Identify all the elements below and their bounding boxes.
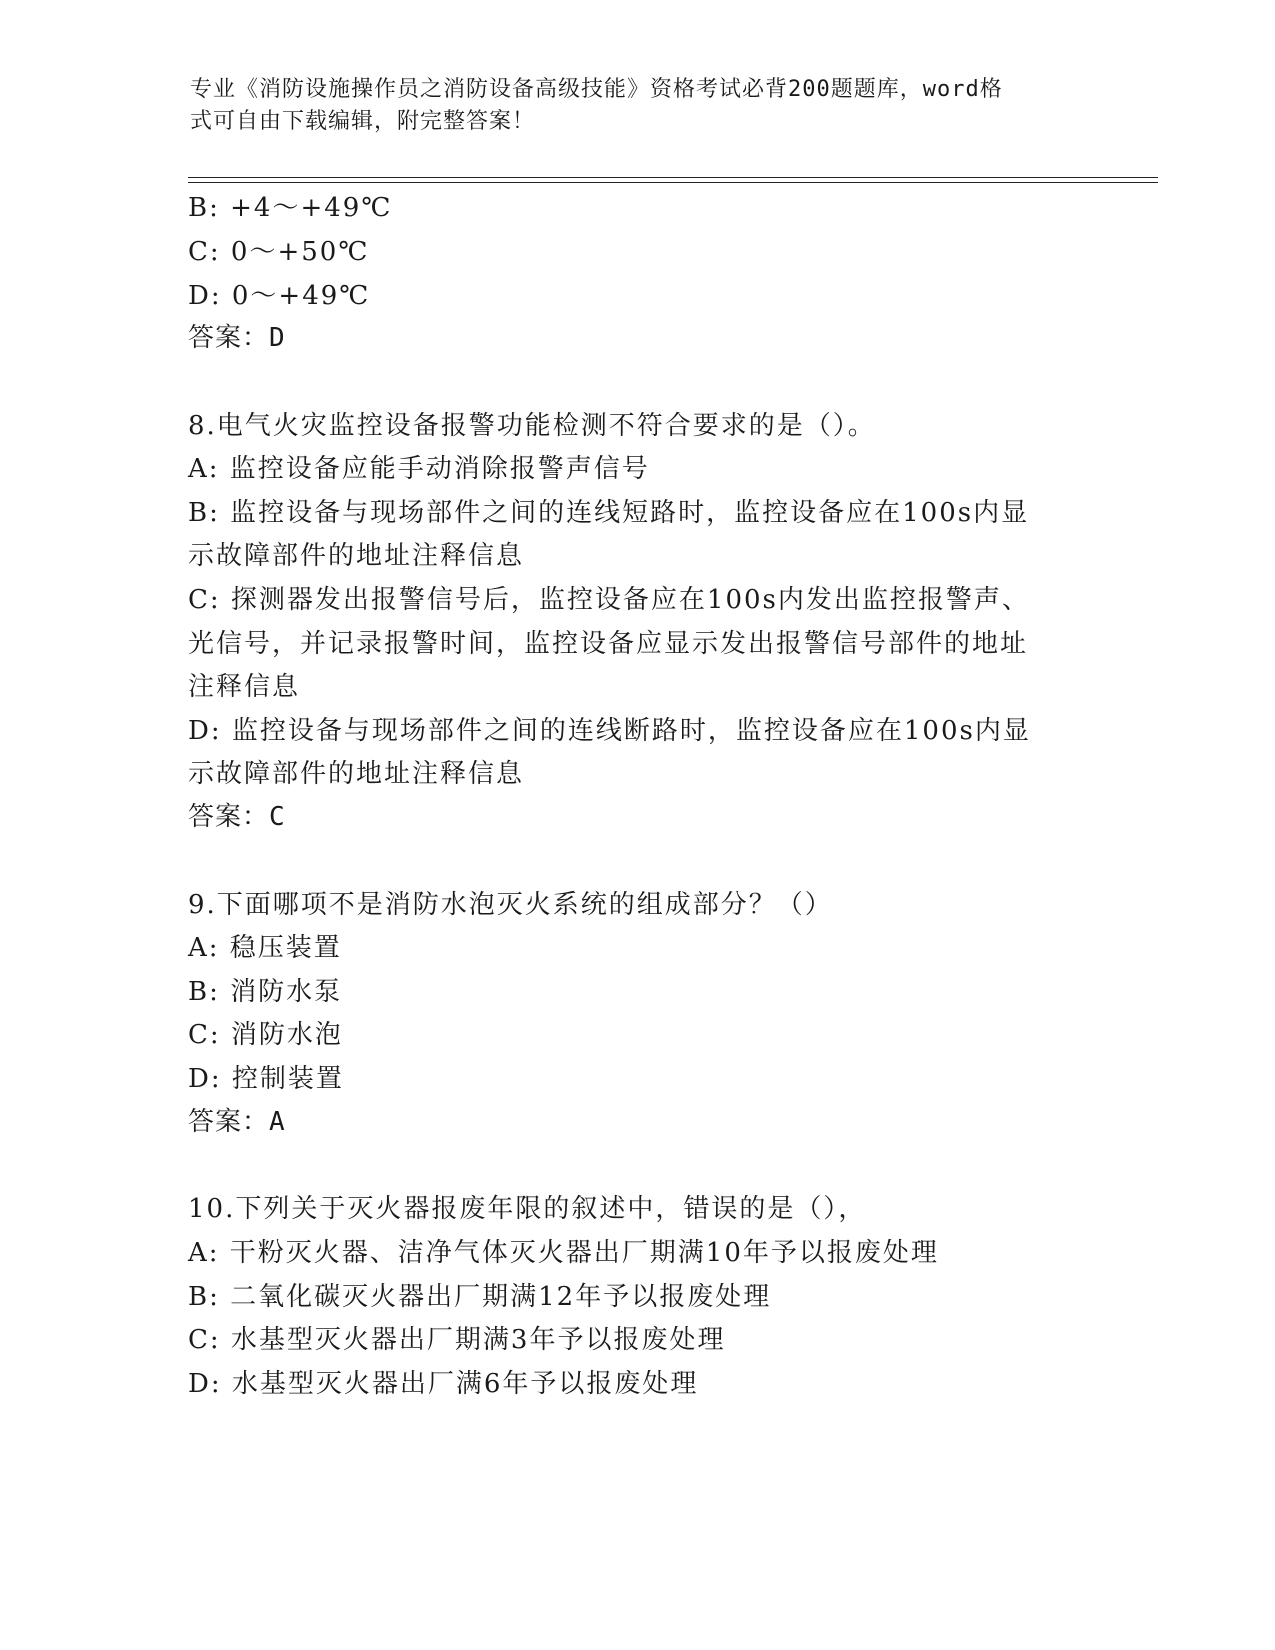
q7-option-c: C: 0～+50℃ [188, 237, 370, 267]
header-divider-bottom [188, 182, 1158, 183]
header-line-1: 专业《消防设施操作员之消防设备高级技能》资格考试必背200题题库，word格 [190, 77, 1003, 102]
q8-answer: 答案：C [188, 802, 286, 832]
q9-stem: 9.下面哪项不是消防水泡灭火系统的组成部分？（） [188, 890, 833, 920]
q10-option-c: C: 水基型灭火器出厂期满3年予以报废处理 [188, 1325, 726, 1355]
q8-stem: 8.电气火灾监控设备报警功能检测不符合要求的是（）。 [188, 411, 876, 441]
q8-option-c-line1: C: 探测器发出报警信号后，监控设备应在100s内发出监控报警声、 [188, 585, 1030, 615]
q8-option-c-line3: 注释信息 [188, 672, 301, 702]
q10-option-d: D: 水基型灭火器出厂满6年予以报废处理 [188, 1369, 699, 1399]
q7-option-b: B: +4～+49℃ [188, 193, 393, 223]
q10-option-a: A: 干粉灭火器、洁净气体灭火器出厂期满10年予以报废处理 [188, 1238, 939, 1268]
q9-option-d: D: 控制装置 [188, 1064, 344, 1094]
q9-answer: 答案：A [188, 1107, 286, 1137]
header-line-2: 式可自由下载编辑，附完整答案！ [190, 109, 536, 134]
q8-option-d-line2: 示故障部件的地址注释信息 [188, 759, 525, 789]
q7-answer: 答案：D [188, 323, 286, 353]
q9-option-b: B: 消防水泵 [188, 977, 343, 1007]
q8-option-b-line1: B: 监控设备与现场部件之间的连线短路时，监控设备应在100s内显 [188, 498, 1030, 528]
q7-option-d: D: 0～+49℃ [188, 281, 371, 311]
q8-option-b-line2: 示故障部件的地址注释信息 [188, 541, 525, 571]
q8-option-d-line1: D: 监控设备与现场部件之间的连线断路时，监控设备应在100s内显 [188, 716, 1031, 746]
q10-option-b: B: 二氧化碳灭火器出厂期满12年予以报废处理 [188, 1282, 772, 1312]
q9-option-a: A: 稳压装置 [188, 933, 342, 963]
q8-option-c-line2: 光信号，并记录报警时间，监控设备应显示发出报警信号部件的地址 [188, 629, 1029, 659]
q8-option-a: A: 监控设备应能手动消除报警声信号 [188, 454, 650, 484]
q10-stem: 10.下列关于灭火器报废年限的叙述中，错误的是（）， [188, 1194, 867, 1224]
header-divider-top [188, 177, 1158, 178]
document-header [190, 74, 1070, 138]
q9-option-c: C: 消防水泡 [188, 1020, 343, 1050]
